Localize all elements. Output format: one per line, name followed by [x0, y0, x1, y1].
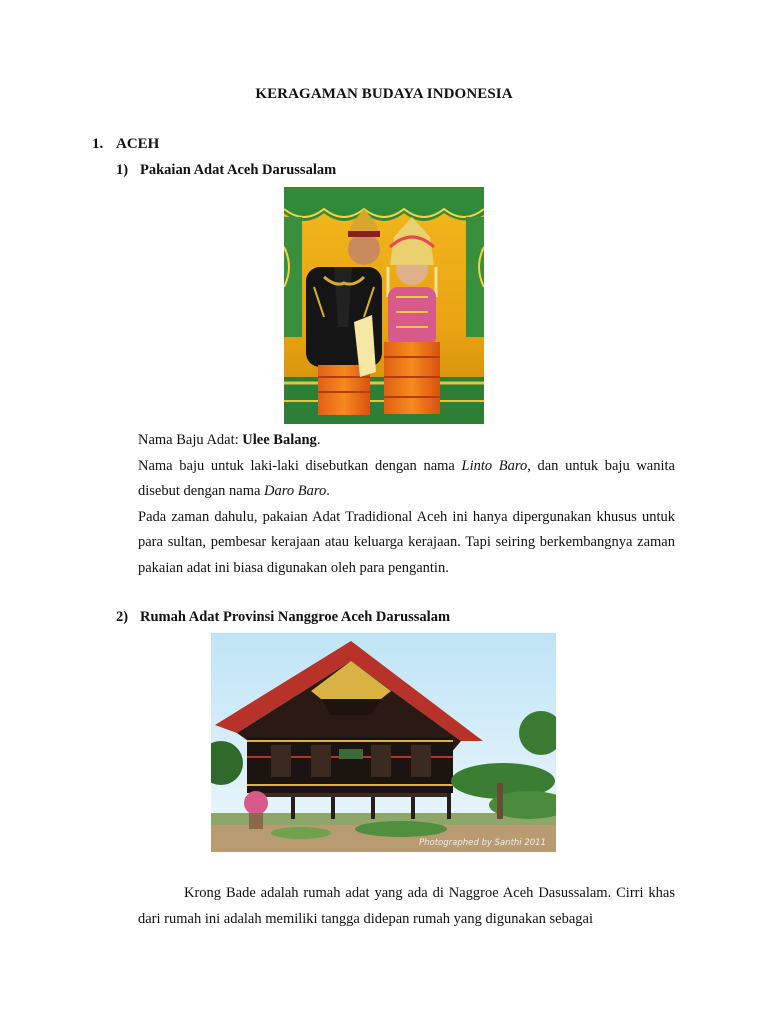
section-heading-aceh — [92, 136, 159, 153]
text-segment: , dan untuk baju wanita disebut dengan nama — [138, 457, 675, 499]
history-paragraph: Pada zaman dahulu, pakaian Adat Tradidional Aceh ini hanya dipergunakan khusus untuk para sultan, pembesar kerajaan atau keluarga kerajaan. Tapi seiring berkembangnya zaman pakaian adat ini biasa digunakan oleh para pengantin. — [138, 508, 675, 576]
pakaian-adat-description — [138, 428, 675, 581]
wedding-couple-illustration — [284, 187, 484, 424]
rumah-adat-description — [138, 880, 675, 932]
period: . — [316, 432, 321, 448]
subheading-title: Rumah Adat Provinsi Nanggroe Aceh Darussalam — [140, 609, 451, 625]
photo-wedding-couple — [284, 187, 484, 424]
section-title: ACEH — [116, 136, 160, 152]
subheading-title: Pakaian Adat Aceh Darussalam — [140, 162, 337, 178]
baju-names-paragraph — [138, 454, 675, 505]
text-segment: . — [326, 483, 330, 499]
subheading-rumah-adat — [116, 609, 450, 626]
subheading-pakaian-adat — [116, 162, 336, 179]
photo-rumah-adat — [211, 633, 556, 852]
subheading-number: 2) — [116, 609, 129, 625]
krong-bade-paragraph: Krong Bade adalah rumah adat yang ada di Naggroe Aceh Dasussalam. Cirri khas dari rumah ini adalah memiliki tangga didepan rumah yang digunakan sebagai — [138, 885, 675, 927]
rumah-adat-illustration — [211, 633, 556, 852]
text-segment: Nama baju untuk laki-laki disebutkan dengan nama — [138, 457, 462, 474]
page-title: KERAGAMAN BUDAYA INDONESIA — [255, 86, 513, 102]
baju-adat-name-line — [138, 428, 675, 454]
daro-baro: Daro Baro — [264, 483, 327, 499]
subheading-number: 1) — [116, 162, 129, 178]
baju-adat-label: Nama Baju Adat: — [138, 432, 243, 448]
section-number: 1. — [92, 136, 104, 152]
baju-adat-name: Ulee Balang — [242, 432, 317, 448]
linto-baro: Linto Baro — [461, 457, 528, 474]
photo-credit: Photographed by Santhi 2011 — [419, 838, 546, 848]
